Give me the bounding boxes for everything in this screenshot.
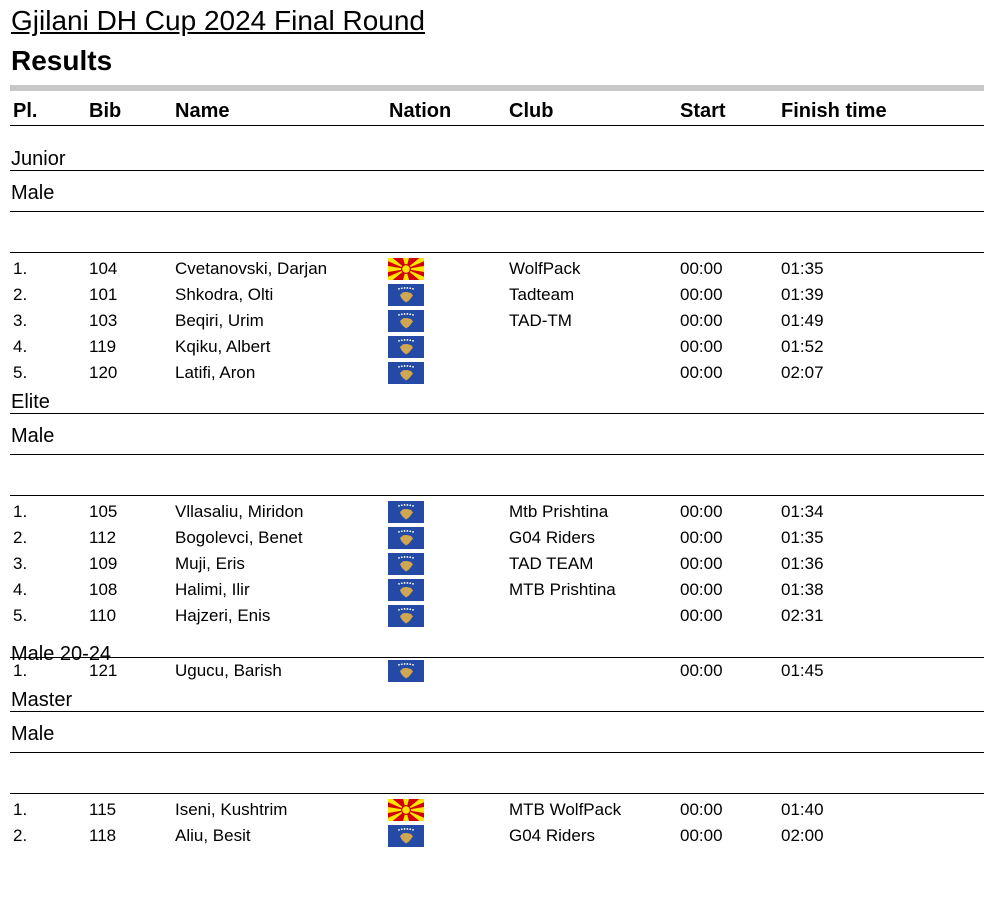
kosovo-flag — [388, 362, 424, 384]
cell-place: 2. — [13, 528, 28, 547]
kosovo-flag — [388, 660, 424, 682]
cell-place: 3. — [13, 554, 28, 573]
cell-place: 2. — [13, 285, 28, 304]
cell-club: MTB WolfPack — [509, 800, 622, 819]
cell-name: Hajzeri, Enis — [175, 606, 271, 625]
group-divider — [10, 657, 984, 658]
page-title: Gjilani DH Cup 2024 Final Round — [11, 5, 425, 36]
cell-name: Kqiku, Albert — [175, 337, 271, 356]
category-divider — [10, 170, 984, 171]
cell-bib: 108 — [89, 580, 118, 599]
kosovo-flag — [388, 336, 424, 358]
group-spacer-divider — [10, 793, 984, 794]
cell-bib: 120 — [89, 363, 118, 382]
cell-finish: 01:49 — [781, 311, 824, 330]
cell-name: Beqiri, Urim — [175, 311, 264, 330]
cell-finish: 01:34 — [781, 502, 824, 521]
cell-club: TAD TEAM — [509, 554, 594, 573]
cell-club: WolfPack — [509, 259, 581, 278]
cell-start: 00:00 — [680, 502, 723, 521]
column-header-nation: Nation — [389, 100, 452, 122]
cell-name: Muji, Eris — [175, 554, 245, 573]
cell-bib: 115 — [89, 800, 117, 819]
cell-start: 00:00 — [680, 606, 723, 625]
column-header-name: Name — [175, 100, 230, 122]
cell-club: G04 Riders — [509, 826, 595, 845]
cell-place: 3. — [13, 311, 28, 330]
cell-start: 00:00 — [680, 337, 723, 356]
cell-finish: 01:35 — [781, 528, 824, 547]
cell-name: Latifi, Aron — [175, 363, 256, 382]
cell-club: MTB Prishtina — [509, 580, 616, 599]
cell-start: 00:00 — [680, 311, 723, 330]
cell-place: 1. — [13, 259, 28, 278]
cell-finish: 02:07 — [781, 363, 824, 382]
category-divider — [10, 711, 984, 712]
kosovo-flag — [388, 605, 424, 627]
cell-start: 00:00 — [680, 554, 723, 573]
macedonia-flag — [388, 799, 424, 821]
cell-bib: 112 — [89, 528, 117, 547]
kosovo-flag — [388, 825, 424, 847]
group-divider — [10, 454, 984, 455]
cell-bib: 119 — [89, 337, 117, 356]
cell-bib: 110 — [89, 606, 117, 625]
page-subtitle: Results — [11, 45, 113, 76]
cell-name: Halimi, Ilir — [175, 580, 250, 599]
header-divider — [10, 125, 984, 126]
category-divider — [10, 413, 984, 414]
group-label: Male 20-24 — [11, 643, 112, 665]
cell-name: Iseni, Kushtrim — [175, 800, 288, 819]
cell-name: Ugucu, Barish — [175, 661, 282, 680]
cell-finish: 02:00 — [781, 826, 824, 845]
column-header-bib: Bib — [89, 100, 122, 122]
kosovo-flag — [388, 284, 424, 306]
macedonia-flag — [388, 258, 424, 280]
cell-finish: 01:45 — [781, 661, 824, 680]
cell-bib: 118 — [89, 826, 117, 845]
cell-club: Tadteam — [509, 285, 575, 304]
kosovo-flag — [388, 527, 424, 549]
header-bar — [10, 85, 984, 91]
cell-place: 2. — [13, 826, 28, 845]
cell-start: 00:00 — [680, 259, 723, 278]
group-divider — [10, 752, 984, 753]
category-label: Elite — [11, 391, 50, 413]
cell-finish: 02:31 — [781, 606, 824, 625]
group-label: Male — [11, 425, 55, 447]
cell-finish: 01:35 — [781, 259, 824, 278]
cell-name: Cvetanovski, Darjan — [175, 259, 328, 278]
cell-finish: 01:39 — [781, 285, 824, 304]
cell-start: 00:00 — [680, 285, 723, 304]
cell-club: TAD-TM — [509, 311, 572, 330]
cell-start: 00:00 — [680, 580, 723, 599]
cell-bib: 101 — [89, 285, 118, 304]
group-label: Male — [11, 723, 55, 745]
cell-finish: 01:40 — [781, 800, 824, 819]
cell-club: G04 Riders — [509, 528, 595, 547]
cell-bib: 104 — [89, 259, 118, 278]
cell-club: Mtb Prishtina — [509, 502, 609, 521]
group-spacer-divider — [10, 495, 984, 496]
column-header-start: Start — [680, 100, 726, 122]
cell-place: 1. — [13, 800, 28, 819]
cell-place: 1. — [13, 502, 28, 521]
kosovo-flag — [388, 553, 424, 575]
cell-finish: 01:38 — [781, 580, 824, 599]
category-label: Master — [11, 689, 73, 711]
kosovo-flag — [388, 501, 424, 523]
cell-name: Vllasaliu, Miridon — [175, 502, 304, 521]
cell-finish: 01:52 — [781, 337, 824, 356]
cell-finish: 01:36 — [781, 554, 824, 573]
cell-bib: 109 — [89, 554, 118, 573]
kosovo-flag — [388, 310, 424, 332]
group-label: Male — [11, 182, 55, 204]
cell-bib: 105 — [89, 502, 118, 521]
cell-name: Shkodra, Olti — [175, 285, 274, 304]
column-header-club: Club — [509, 100, 554, 122]
group-divider — [10, 211, 984, 212]
cell-start: 00:00 — [680, 528, 723, 547]
cell-start: 00:00 — [680, 800, 723, 819]
cell-name: Aliu, Besit — [175, 826, 251, 845]
cell-bib: 103 — [89, 311, 118, 330]
cell-place: 5. — [13, 606, 28, 625]
kosovo-flag — [388, 579, 424, 601]
cell-place: 5. — [13, 363, 28, 382]
cell-start: 00:00 — [680, 826, 723, 845]
cell-start: 00:00 — [680, 363, 723, 382]
cell-place: 4. — [13, 337, 28, 356]
cell-start: 00:00 — [680, 661, 723, 680]
group-spacer-divider — [10, 252, 984, 253]
cell-place: 4. — [13, 580, 28, 599]
cell-place: 1. — [13, 661, 28, 680]
category-label: Junior — [11, 148, 66, 170]
column-header-place: Pl. — [13, 100, 38, 122]
cell-bib: 121 — [89, 661, 118, 680]
column-header-finish: Finish time — [781, 100, 887, 122]
cell-name: Bogolevci, Benet — [175, 528, 303, 547]
